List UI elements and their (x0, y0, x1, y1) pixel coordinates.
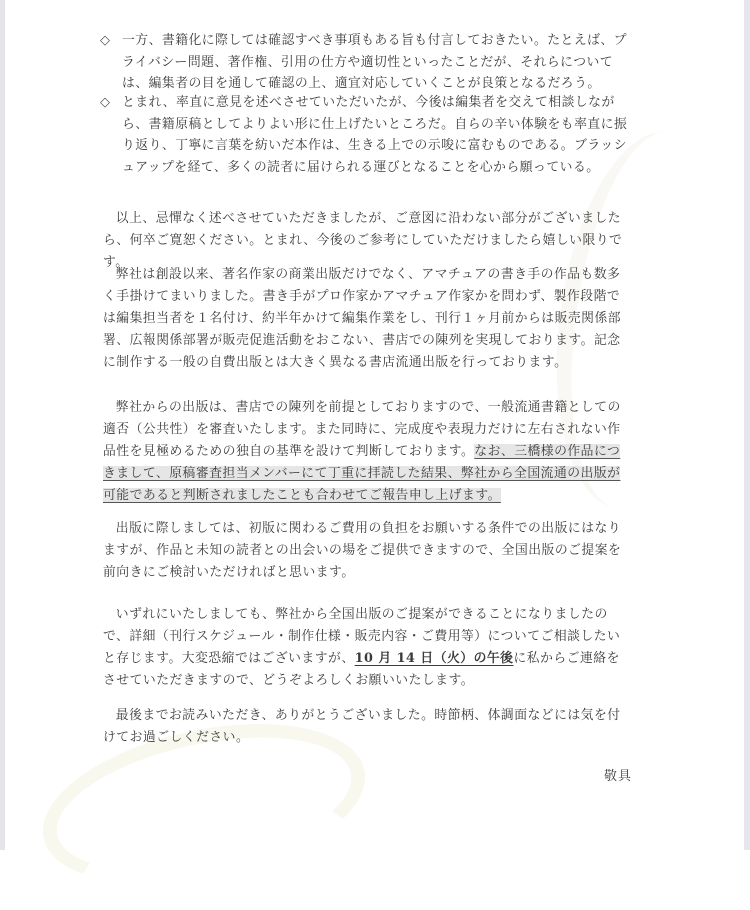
bullet-text: とまれ、率直に意見を述べさせていただいたが、今後は編集者を交えて相談しながら、書籍原稿としてよりよい形に仕上げたいところだ。自らの辛い体験をも率直に振り返り、丁寧に言葉を紡いだ本作は、生きる上での示唆に富むものである。ブラッシュアップを経て、多くの読者に届けられる運びとなることを心から願っている。 (122, 95, 628, 175)
paragraph-contact-schedule (103, 604, 633, 692)
diamond-bullet-icon: ◇ (100, 33, 111, 48)
paragraph-apology: 以上、忌憚なく述べさせていただきましたが、ご意図に沿わない部分がございましたら、何卒ご寛恕ください。とまれ、今後のご参考にしていただけましたら嬉しい限りです。 (103, 211, 623, 270)
bullet-text: 一方、書籍化に際しては確認すべき事項もある旨も付言しておきたい。たとえば、プライバシー問題、著作権、引用の仕方や適切性といったことだが、それらについては、編集者の目を通して確認の上、適宜対応していくことが良策となるだろう。 (122, 33, 628, 91)
contact-text-after: に私からご連絡をさせていただきますので、どうぞよろしくお願いいたします。 (103, 651, 620, 688)
closing-signoff: 敬具 (604, 769, 633, 784)
paragraph-review-result (103, 397, 633, 507)
page-edge-left (0, 0, 5, 850)
bullet-item-confirmation (100, 30, 630, 95)
contact-date: 10 月 14 日（火）の午後 (354, 651, 514, 666)
review-criteria-text: 弊社からの出版は、書店での陳列を前提としておりますので、一般流通書籍としての適否（公共性）を審査いたします。また同時に、完成度や表現力だけに左右されない作品性を見極めるための独自の基準を設けて判断しております。 (103, 400, 621, 459)
diamond-bullet-icon: ◇ (100, 95, 111, 110)
contact-text-before: いずれにいたしましても、弊社から全国出版のご提案ができることになりましたので、詳細（刊行スケジュール・制作仕様・販売内容・ご費用等）についてご相談したいと存じます。大変恐縮ではございますが、 (103, 607, 621, 666)
paragraph-company-intro: 弊社は創設以来、著名作家の商業出版だけでなく、アマチュアの書き手の作品も数多く手掛けてまいりました。書き手がプロ作家かアマチュア作家かを問わず、製作段階では編集担当者を１名付け、約半年かけて編集作業をし、刊行１ヶ月前からは販売関係部署、広報関係部署が販売促進活動をおこない、書店での陳列を実現しております。記念に制作する一般の自費出版とは大きく異なる書店流通出版を行っております。 (103, 267, 622, 370)
bullet-item-summary (100, 92, 630, 178)
page-edge-right (744, 0, 750, 850)
paragraph-closing-remarks: 最後までお読みいただき、ありがとうございました。時節柄、体調面などには気を付けてお過ごしください。 (103, 708, 621, 745)
paragraph-publishing-terms: 出版に際しましては、初版に関わるご費用の負担をお願いする条件での出版にはなりますが、作品と未知の読者との出会いの場をご提供できますので、全国出版のご提案を前向きにご検討いただければと思います。 (103, 521, 622, 580)
highlighted-approval-text: なお、三橋様の作品につきまして、原稿審査担当メンバーにて丁重に拝読した結果、弊社から全国流通の出版が可能であると判断されましたことも合わせてご報告申し上げます。 (103, 444, 621, 503)
